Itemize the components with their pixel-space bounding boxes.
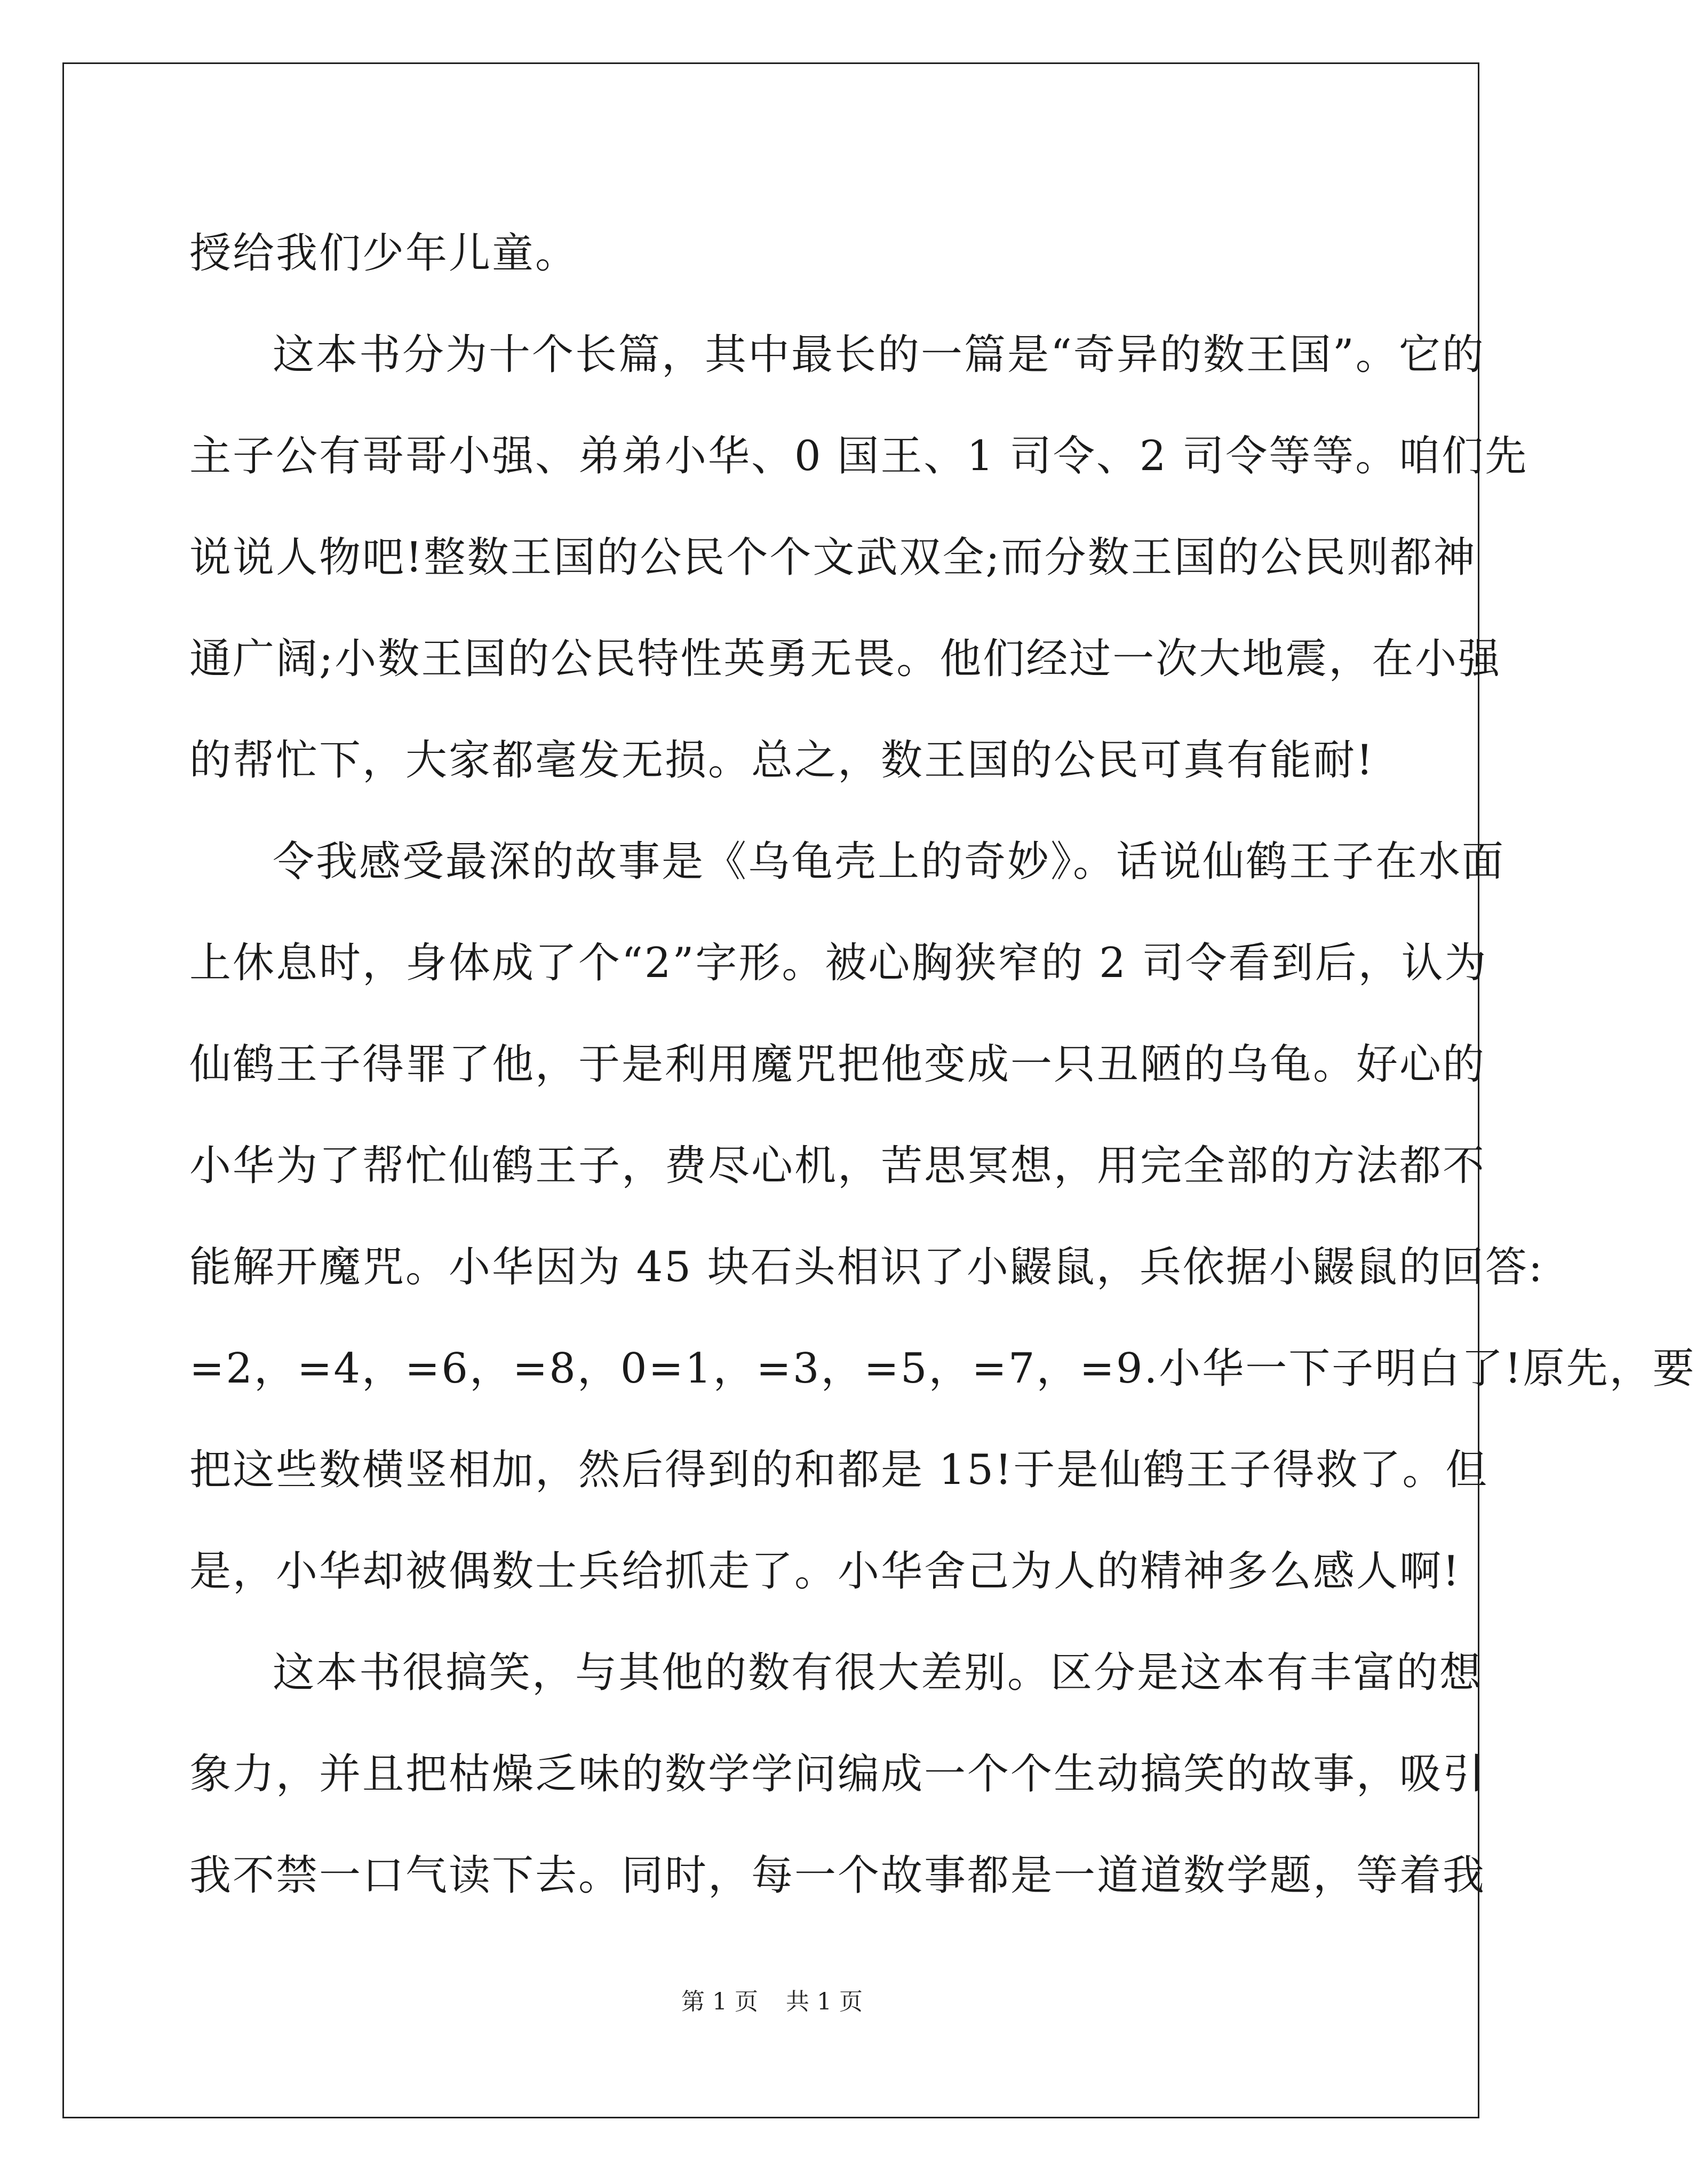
text-line: =2，=4，=6，=8，0=1，=3，=5，=7，=9.小华一下子明白了!原先，要 (189, 1345, 1696, 1393)
page-total: 共 1 页 (786, 1988, 863, 2015)
document-body (189, 203, 1696, 1926)
text-line: 令我感受最深的故事是《乌龟壳上的奇妙》。话说仙鹤王子在水面 (273, 838, 1506, 886)
text-line: 这本书分为十个长篇，其中最长的一篇是“奇异的数王国”。它的 (273, 331, 1485, 379)
page-number: 第 1 页 (681, 1988, 758, 2015)
text-line: 授给我们少年儿童。 (189, 229, 579, 277)
text-line: 我不禁一口气读下去。同时，每一个故事都是一道道数学题，等着我 (189, 1852, 1486, 1900)
text-line: 的帮忙下，大家都毫发无损。总之，数王国的公民可真有能耐! (189, 736, 1375, 784)
text-line: 象力，并且把枯燥乏味的数学学问编成一个个生动搞笑的故事，吸引 (189, 1750, 1486, 1798)
text-line: 通广阔;小数王国的公民特性英勇无畏。他们经过一次大地震，在小强 (189, 635, 1502, 683)
text-line: 上休息时，身体成了个“2”字形。被心胸狭窄的 2 司令看到后，认为 (189, 939, 1488, 987)
text-line: 小华为了帮忙仙鹤王子，费尽心机，苦思冥想，用完全部的方法都不 (189, 1142, 1486, 1190)
text-line: 能解开魔咒。小华因为 45 块石头相识了小鼹鼠，兵依据小鼹鼠的回答: (189, 1243, 1544, 1291)
text-line: 仙鹤王子得罪了他，于是利用魔咒把他变成一只丑陋的乌龟。好心的 (189, 1041, 1486, 1089)
page-footer (0, 1986, 1544, 2018)
text-line: 把这些数横竖相加，然后得到的和都是 15!于是仙鹤王子得救了。但 (189, 1446, 1489, 1494)
text-line: 这本书很搞笑，与其他的数有很大差别。区分是这本有丰富的想 (273, 1649, 1483, 1697)
text-line: 是，小华却被偶数士兵给抓走了。小华舍己为人的精神多么感人啊! (189, 1547, 1461, 1595)
text-line: 主子公有哥哥小强、弟弟小华、0 国王、1 司令、2 司令等等。咱们先 (189, 432, 1528, 480)
text-line: 说说人物吧!整数王国的公民个个文武双全;而分数王国的公民则都神 (189, 534, 1477, 582)
